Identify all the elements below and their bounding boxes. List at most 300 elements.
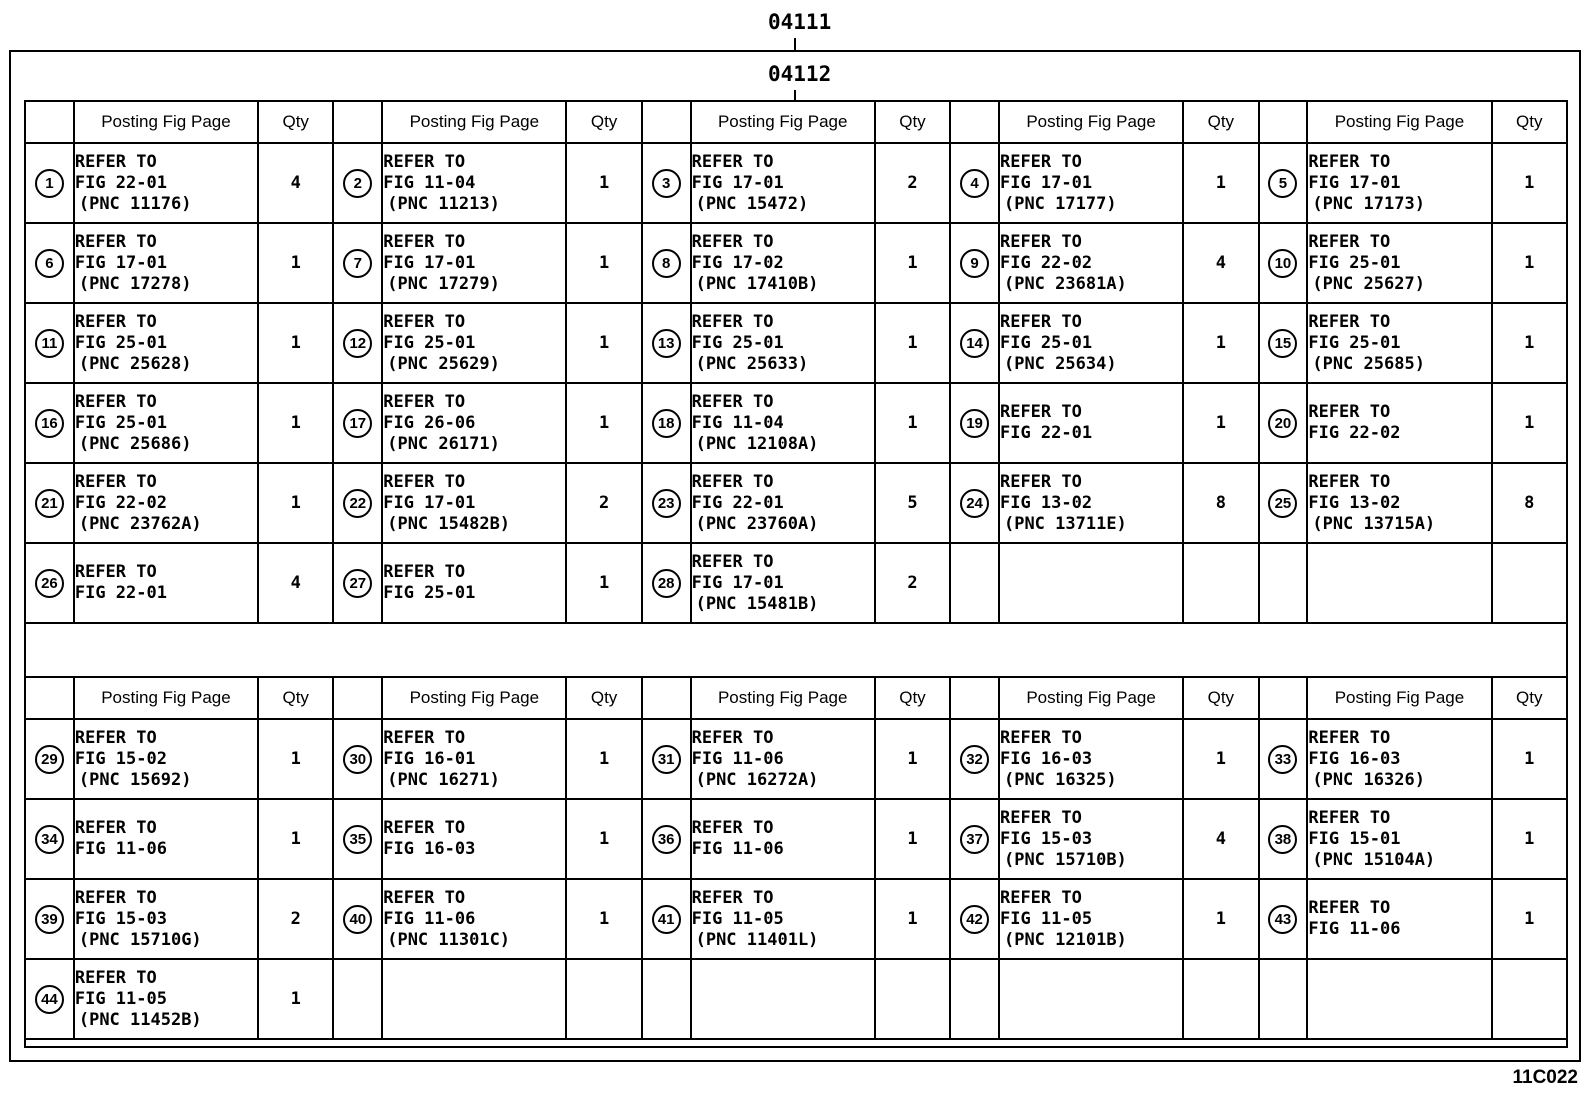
ref-fig-text: FIG 13-02 xyxy=(1308,492,1401,513)
ref-pnc-text: (PNC 15481B) xyxy=(695,593,819,614)
item-number-cell xyxy=(950,879,999,959)
qty-cell: 1 xyxy=(1183,383,1258,463)
posting-fig-cell xyxy=(691,719,875,799)
posting-fig-cell xyxy=(1307,543,1491,623)
item-number-cell xyxy=(333,543,382,623)
item-number-cell xyxy=(25,959,74,1039)
item-number-circle: 4 xyxy=(960,169,989,198)
header-num-cell xyxy=(25,101,74,143)
ref-pnc-text: (PNC 17173) xyxy=(1312,193,1425,214)
posting-fig-cell xyxy=(999,719,1183,799)
table-row xyxy=(25,383,1567,463)
posting-fig-cell xyxy=(382,543,566,623)
item-number-cell xyxy=(25,383,74,463)
ref-pnc-text: (PNC 26171) xyxy=(387,433,500,454)
qty-cell: 1 xyxy=(875,223,950,303)
ref-refer-text: REFER TO xyxy=(74,562,157,582)
qty-cell xyxy=(1183,959,1258,1039)
item-number-cell xyxy=(1259,223,1308,303)
ref-pnc-text: (PNC 15104A) xyxy=(1312,849,1436,870)
item-number-cell xyxy=(333,719,382,799)
item-number-cell xyxy=(25,719,74,799)
posting-fig-cell xyxy=(999,959,1183,1039)
item-number-circle: 8 xyxy=(652,249,681,278)
item-number-circle: 23 xyxy=(652,489,681,518)
ref-refer-text: REFER TO xyxy=(1308,471,1391,492)
ref-refer-text: REFER TO xyxy=(383,727,466,748)
table-row xyxy=(25,223,1567,303)
ref-fig-text: FIG 11-04 xyxy=(383,172,476,193)
posting-fig-cell xyxy=(691,463,875,543)
item-number-cell xyxy=(333,959,382,1039)
ref-fig-text: FIG 22-01 xyxy=(74,583,167,603)
ref-fig-text: FIG 11-06 xyxy=(691,839,784,859)
ref-pnc-text: (PNC 15710B) xyxy=(1003,849,1127,870)
item-number-circle: 1 xyxy=(35,169,64,198)
ref-refer-text: REFER TO xyxy=(691,391,774,412)
qty-cell: 1 xyxy=(258,799,333,879)
item-number-circle: 35 xyxy=(343,825,372,854)
qty-cell: 1 xyxy=(875,383,950,463)
posting-fig-cell xyxy=(74,463,258,543)
ref-refer-text: REFER TO xyxy=(74,391,157,412)
item-number-cell xyxy=(950,799,999,879)
ref-refer-text: REFER TO xyxy=(691,818,774,838)
posting-fig-cell xyxy=(382,303,566,383)
table-row xyxy=(25,143,1567,223)
ref-pnc-text: (PNC 25629) xyxy=(387,353,500,374)
ref-fig-text: FIG 15-02 xyxy=(74,748,167,769)
item-number-circle: 36 xyxy=(652,825,681,854)
posting-fig-cell xyxy=(74,143,258,223)
ref-pnc-text: (PNC 11213) xyxy=(387,193,500,214)
item-number-cell xyxy=(1259,799,1308,879)
qty-cell: 1 xyxy=(875,719,950,799)
header-posting-fig-page: Posting Fig Page xyxy=(1307,101,1491,143)
qty-cell xyxy=(566,959,641,1039)
item-number-circle: 3 xyxy=(652,169,681,198)
qty-cell: 1 xyxy=(566,143,641,223)
item-number-cell xyxy=(950,383,999,463)
header-qty: Qty xyxy=(1183,101,1258,143)
ref-fig-text: FIG 17-01 xyxy=(383,252,476,273)
posting-fig-cell xyxy=(1307,143,1491,223)
ref-fig-text: FIG 17-02 xyxy=(691,252,784,273)
header-num-cell xyxy=(950,101,999,143)
item-number-cell xyxy=(25,799,74,879)
qty-cell: 1 xyxy=(258,303,333,383)
ref-pnc-text: (PNC 25627) xyxy=(1312,273,1425,294)
ref-fig-text: FIG 25-01 xyxy=(1308,252,1401,273)
header-posting-fig-page: Posting Fig Page xyxy=(1307,677,1491,719)
qty-cell xyxy=(1183,543,1258,623)
ref-refer-text: REFER TO xyxy=(383,562,466,582)
item-number-cell xyxy=(25,463,74,543)
item-number-cell xyxy=(642,303,691,383)
ref-pnc-text: (PNC 25634) xyxy=(1003,353,1117,374)
ref-fig-text: FIG 22-01 xyxy=(74,172,167,193)
ref-refer-text: REFER TO xyxy=(999,807,1082,828)
posting-fig-cell xyxy=(74,223,258,303)
ref-pnc-text: (PNC 15692) xyxy=(78,769,192,790)
ref-pnc-text: (PNC 25686) xyxy=(78,433,192,454)
qty-cell: 1 xyxy=(1492,799,1567,879)
ref-refer-text: REFER TO xyxy=(383,391,466,412)
posting-fig-cell xyxy=(691,543,875,623)
item-number-cell xyxy=(1259,383,1308,463)
posting-fig-cell xyxy=(1307,799,1491,879)
ref-fig-text: FIG 17-01 xyxy=(999,172,1093,193)
item-number-cell xyxy=(642,383,691,463)
item-number-cell xyxy=(950,543,999,623)
ref-refer-text: REFER TO xyxy=(1308,231,1391,252)
ref-fig-text: FIG 25-01 xyxy=(1308,332,1401,353)
posting-fig-cell xyxy=(999,383,1183,463)
ref-fig-text: FIG 11-05 xyxy=(999,908,1093,929)
ref-refer-text: REFER TO xyxy=(74,818,157,838)
posting-fig-cell xyxy=(382,383,566,463)
header-qty: Qty xyxy=(875,101,950,143)
header-qty: Qty xyxy=(258,101,333,143)
ref-fig-text: FIG 15-01 xyxy=(1308,828,1401,849)
posting-fig-cell xyxy=(382,143,566,223)
item-number-circle: 44 xyxy=(35,985,64,1014)
item-number-circle: 37 xyxy=(960,825,989,854)
ref-pnc-text: (PNC 11401L) xyxy=(695,929,819,950)
qty-cell: 1 xyxy=(1492,879,1567,959)
ref-fig-text: FIG 16-03 xyxy=(1308,748,1401,769)
posting-fig-cell xyxy=(691,799,875,879)
header-posting-fig-page: Posting Fig Page xyxy=(74,101,258,143)
posting-fig-cell xyxy=(74,383,258,463)
posting-fig-cell xyxy=(999,143,1183,223)
ref-refer-text: REFER TO xyxy=(999,151,1082,172)
ref-refer-text: REFER TO xyxy=(383,151,466,172)
qty-cell: 4 xyxy=(258,543,333,623)
qty-cell: 1 xyxy=(1492,383,1567,463)
ref-fig-text: FIG 25-01 xyxy=(383,332,476,353)
item-number-circle: 33 xyxy=(1268,745,1297,774)
ref-pnc-text: (PNC 11452B) xyxy=(78,1009,202,1030)
qty-cell: 1 xyxy=(1183,143,1258,223)
ref-fig-text: FIG 17-01 xyxy=(1308,172,1401,193)
item-number-cell xyxy=(950,959,999,1039)
item-number-circle: 30 xyxy=(343,745,372,774)
ref-fig-text: FIG 22-01 xyxy=(691,492,784,513)
ref-refer-text: REFER TO xyxy=(999,887,1082,908)
ref-refer-text: REFER TO xyxy=(383,471,466,492)
ref-pnc-text: (PNC 15710G) xyxy=(78,929,202,950)
qty-cell: 1 xyxy=(1492,143,1567,223)
item-number-circle: 29 xyxy=(35,745,64,774)
ref-pnc-text: (PNC 16325) xyxy=(1003,769,1117,790)
ref-fig-text: FIG 16-03 xyxy=(999,748,1093,769)
header-num-cell xyxy=(1259,101,1308,143)
ref-fig-text: FIG 11-05 xyxy=(691,908,784,929)
qty-cell: 4 xyxy=(258,143,333,223)
ref-refer-text: REFER TO xyxy=(383,311,466,332)
qty-cell: 8 xyxy=(1492,463,1567,543)
qty-cell: 2 xyxy=(566,463,641,543)
ref-refer-text: REFER TO xyxy=(999,727,1082,748)
qty-cell: 2 xyxy=(258,879,333,959)
qty-cell: 1 xyxy=(1492,223,1567,303)
posting-fig-cell xyxy=(1307,223,1491,303)
posting-fig-cell xyxy=(691,143,875,223)
item-number-cell xyxy=(950,143,999,223)
header-qty: Qty xyxy=(566,677,641,719)
header-qty: Qty xyxy=(1183,677,1258,719)
posting-fig-cell xyxy=(1307,383,1491,463)
header-num-cell xyxy=(333,677,382,719)
ref-fig-text: FIG 11-06 xyxy=(383,908,476,929)
item-number-cell xyxy=(1259,719,1308,799)
item-number-cell xyxy=(950,463,999,543)
item-number-cell xyxy=(333,463,382,543)
qty-cell: 2 xyxy=(875,543,950,623)
label-04111: 04111 xyxy=(768,10,832,34)
item-number-circle: 24 xyxy=(960,489,989,518)
qty-cell: 1 xyxy=(1183,719,1258,799)
ref-pnc-text: (PNC 13715A) xyxy=(1312,513,1436,534)
ref-fig-text: FIG 11-06 xyxy=(74,839,167,859)
ref-refer-text: REFER TO xyxy=(74,311,157,332)
qty-cell: 1 xyxy=(258,463,333,543)
item-number-cell xyxy=(1259,959,1308,1039)
item-number-circle: 28 xyxy=(652,569,681,598)
header-posting-fig-page: Posting Fig Page xyxy=(74,677,258,719)
posting-fig-cell xyxy=(691,383,875,463)
item-number-cell xyxy=(333,799,382,879)
item-number-cell xyxy=(642,959,691,1039)
item-number-cell xyxy=(333,303,382,383)
qty-cell: 1 xyxy=(258,959,333,1039)
item-number-cell xyxy=(642,719,691,799)
ref-refer-text: REFER TO xyxy=(1308,898,1391,918)
header-posting-fig-page: Posting Fig Page xyxy=(999,677,1183,719)
posting-fig-cell xyxy=(74,543,258,623)
parts-table-top xyxy=(24,100,1568,624)
qty-cell: 1 xyxy=(875,799,950,879)
item-number-circle: 14 xyxy=(960,329,989,358)
item-number-cell xyxy=(25,303,74,383)
ref-pnc-text: (PNC 25685) xyxy=(1312,353,1425,374)
ref-pnc-text: (PNC 12108A) xyxy=(695,433,819,454)
ref-fig-text: FIG 16-01 xyxy=(383,748,476,769)
item-number-circle: 9 xyxy=(960,249,989,278)
item-number-circle: 7 xyxy=(343,249,372,278)
table-row xyxy=(25,959,1567,1039)
ref-refer-text: REFER TO xyxy=(691,551,774,572)
ref-fig-text: FIG 15-03 xyxy=(999,828,1093,849)
ref-refer-text: REFER TO xyxy=(999,402,1082,422)
ref-fig-text: FIG 25-01 xyxy=(691,332,784,353)
ref-refer-text: REFER TO xyxy=(74,471,157,492)
ref-fig-text: FIG 26-06 xyxy=(383,412,476,433)
qty-cell: 1 xyxy=(566,879,641,959)
qty-cell: 1 xyxy=(566,719,641,799)
qty-cell: 1 xyxy=(1183,303,1258,383)
ref-pnc-text: (PNC 15482B) xyxy=(387,513,511,534)
ref-fig-text: FIG 25-01 xyxy=(383,583,476,603)
header-num-cell xyxy=(642,677,691,719)
item-number-circle: 40 xyxy=(343,905,372,934)
ref-pnc-text: (PNC 17177) xyxy=(1003,193,1117,214)
table-row xyxy=(25,543,1567,623)
posting-fig-cell xyxy=(691,223,875,303)
header-posting-fig-page: Posting Fig Page xyxy=(382,101,566,143)
item-number-circle: 25 xyxy=(1268,489,1297,518)
ref-refer-text: REFER TO xyxy=(1308,402,1391,422)
item-number-cell xyxy=(1259,543,1308,623)
posting-fig-cell xyxy=(999,303,1183,383)
item-number-circle: 21 xyxy=(35,489,64,518)
ref-fig-text: FIG 17-01 xyxy=(691,172,784,193)
ref-refer-text: REFER TO xyxy=(1308,727,1391,748)
ref-refer-text: REFER TO xyxy=(383,887,466,908)
qty-cell: 1 xyxy=(258,719,333,799)
ref-refer-text: REFER TO xyxy=(999,311,1082,332)
qty-cell: 1 xyxy=(875,303,950,383)
table-row xyxy=(25,463,1567,543)
header-posting-fig-page: Posting Fig Page xyxy=(691,101,875,143)
label-04112: 04112 xyxy=(768,62,832,86)
item-number-cell xyxy=(642,463,691,543)
qty-cell: 1 xyxy=(875,879,950,959)
item-number-circle: 17 xyxy=(343,409,372,438)
ref-refer-text: REFER TO xyxy=(74,151,157,172)
ref-refer-text: REFER TO xyxy=(1308,807,1391,828)
posting-fig-cell xyxy=(691,303,875,383)
table-row xyxy=(25,799,1567,879)
item-number-cell xyxy=(25,143,74,223)
item-number-circle: 12 xyxy=(343,329,372,358)
header-qty: Qty xyxy=(258,677,333,719)
item-number-circle: 39 xyxy=(35,905,64,934)
posting-fig-cell xyxy=(999,799,1183,879)
qty-cell: 1 xyxy=(566,303,641,383)
qty-cell: 1 xyxy=(1492,303,1567,383)
posting-fig-cell xyxy=(382,959,566,1039)
item-number-cell xyxy=(333,143,382,223)
item-number-cell xyxy=(642,223,691,303)
item-number-cell xyxy=(333,879,382,959)
ref-pnc-text: (PNC 15472) xyxy=(695,193,809,214)
ref-pnc-text: (PNC 17410B) xyxy=(695,273,819,294)
posting-fig-cell xyxy=(382,463,566,543)
item-number-circle: 41 xyxy=(652,905,681,934)
ref-refer-text: REFER TO xyxy=(691,151,774,172)
ref-refer-text: REFER TO xyxy=(1308,311,1391,332)
posting-fig-cell xyxy=(999,223,1183,303)
qty-cell: 1 xyxy=(258,223,333,303)
item-number-circle: 31 xyxy=(652,745,681,774)
header-row xyxy=(25,101,1567,143)
ref-fig-text: FIG 22-02 xyxy=(999,252,1093,273)
ref-refer-text: REFER TO xyxy=(691,231,774,252)
ref-refer-text: REFER TO xyxy=(1308,151,1391,172)
ref-fig-text: FIG 11-06 xyxy=(1308,919,1401,939)
item-number-cell xyxy=(950,223,999,303)
ref-fig-text: FIG 22-01 xyxy=(999,423,1093,443)
ref-pnc-text: (PNC 25633) xyxy=(695,353,809,374)
item-number-cell xyxy=(1259,303,1308,383)
item-number-circle: 19 xyxy=(960,409,989,438)
ref-fig-text: FIG 11-06 xyxy=(691,748,784,769)
header-num-cell xyxy=(642,101,691,143)
posting-fig-cell xyxy=(691,959,875,1039)
item-number-circle: 13 xyxy=(652,329,681,358)
header-num-cell xyxy=(950,677,999,719)
posting-fig-cell xyxy=(1307,463,1491,543)
ref-refer-text: REFER TO xyxy=(691,471,774,492)
posting-fig-cell xyxy=(999,463,1183,543)
header-qty: Qty xyxy=(566,101,641,143)
header-qty: Qty xyxy=(875,677,950,719)
ref-pnc-text: (PNC 23681A) xyxy=(1003,273,1127,294)
item-number-cell xyxy=(333,223,382,303)
posting-fig-cell xyxy=(382,223,566,303)
ref-pnc-text: (PNC 17278) xyxy=(78,273,192,294)
ref-pnc-text: (PNC 16272A) xyxy=(695,769,819,790)
header-posting-fig-page: Posting Fig Page xyxy=(999,101,1183,143)
posting-fig-cell xyxy=(999,543,1183,623)
table-row xyxy=(25,303,1567,383)
item-number-circle: 26 xyxy=(35,569,64,598)
ref-fig-text: FIG 11-05 xyxy=(74,988,167,1009)
header-qty: Qty xyxy=(1492,677,1567,719)
ref-pnc-text: (PNC 23760A) xyxy=(695,513,819,534)
ref-fig-text: FIG 15-03 xyxy=(74,908,167,929)
posting-fig-cell xyxy=(1307,879,1491,959)
qty-cell: 1 xyxy=(258,383,333,463)
ref-pnc-text: (PNC 16326) xyxy=(1312,769,1425,790)
ref-refer-text: REFER TO xyxy=(999,231,1082,252)
ref-fig-text: FIG 13-02 xyxy=(999,492,1093,513)
qty-cell: 2 xyxy=(875,143,950,223)
item-number-circle: 20 xyxy=(1268,409,1297,438)
figure-code: 11C022 xyxy=(1512,1067,1578,1088)
header-posting-fig-page: Posting Fig Page xyxy=(691,677,875,719)
item-number-cell xyxy=(950,719,999,799)
posting-fig-cell xyxy=(1307,719,1491,799)
ref-fig-text: FIG 25-01 xyxy=(999,332,1093,353)
table-row xyxy=(25,879,1567,959)
posting-fig-cell xyxy=(382,799,566,879)
ref-pnc-text: (PNC 25628) xyxy=(78,353,192,374)
item-number-circle: 16 xyxy=(35,409,64,438)
item-number-cell xyxy=(25,879,74,959)
ref-pnc-text: (PNC 11301C) xyxy=(387,929,511,950)
item-number-circle: 27 xyxy=(343,569,372,598)
ref-pnc-text: (PNC 16271) xyxy=(387,769,500,790)
ref-pnc-text: (PNC 17279) xyxy=(387,273,500,294)
ref-fig-text: FIG 25-01 xyxy=(74,332,167,353)
header-num-cell xyxy=(1259,677,1308,719)
qty-cell xyxy=(1492,959,1567,1039)
ref-fig-text: FIG 22-02 xyxy=(74,492,167,513)
header-row xyxy=(25,677,1567,719)
ref-refer-text: REFER TO xyxy=(74,887,157,908)
ref-refer-text: REFER TO xyxy=(383,818,466,838)
ref-refer-text: REFER TO xyxy=(74,727,157,748)
ref-refer-text: REFER TO xyxy=(691,311,774,332)
item-number-circle: 42 xyxy=(960,905,989,934)
posting-fig-cell xyxy=(1307,303,1491,383)
ref-refer-text: REFER TO xyxy=(74,967,157,988)
ref-refer-text: REFER TO xyxy=(383,231,466,252)
posting-fig-cell xyxy=(74,303,258,383)
